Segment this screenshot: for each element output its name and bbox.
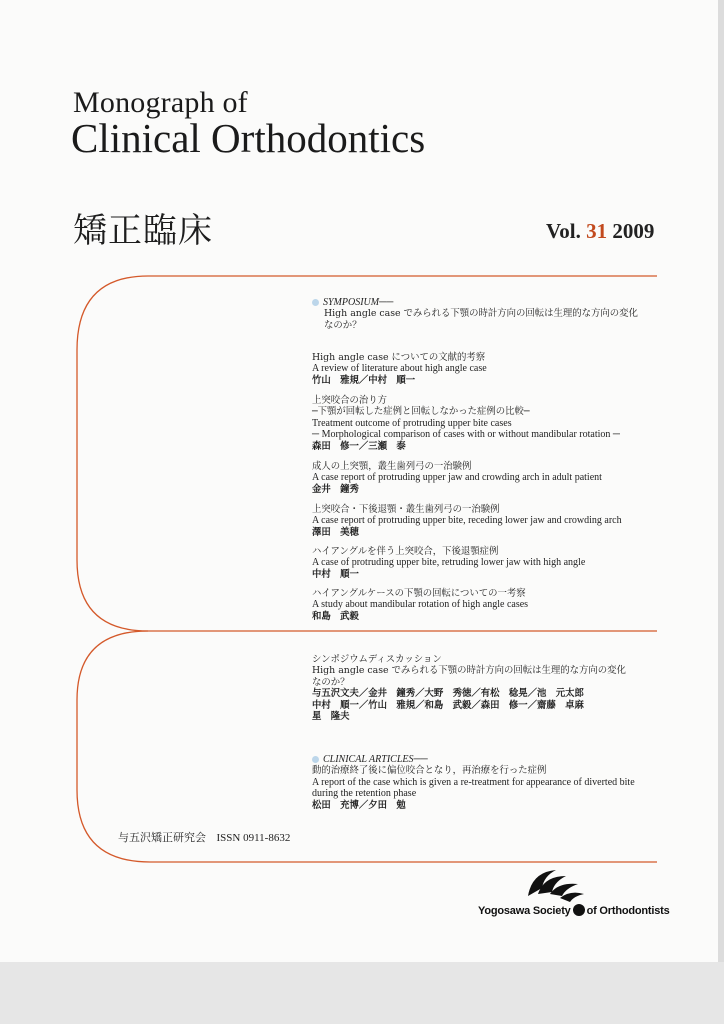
discussion-authors2: 中村 順一／竹山 雅規／和島 武毅／森田 修一／齋藤 卓麻 (312, 699, 584, 711)
article-2-jp-sub: ─下顎が回転した症例と回転しなかった症例の比較─ (312, 406, 530, 418)
publisher-name: 与五沢矯正研究会 (118, 831, 206, 844)
society-name-right: of Orthodontists (586, 905, 670, 917)
article-3-authors: 金井 鐘秀 (312, 483, 359, 495)
society-name-left: Yogosawa Society (478, 905, 571, 917)
discussion-authors1: 与五沢文夫／金井 鐘秀／大野 秀徳／有松 稔晃／池 元太郎 (312, 688, 584, 700)
symposium-theme-2: なのか？ (324, 319, 362, 331)
article-6-authors: 和島 武毅 (312, 610, 359, 622)
article-5-authors: 中村 順一 (312, 568, 359, 580)
clinical-heading: CLINICAL ARTICLES── (323, 754, 428, 765)
article-5 (312, 546, 585, 580)
discussion-block (312, 654, 626, 722)
article-6-en: A study about mandibular rotation of high angle cases (312, 599, 529, 611)
article-1-en: A review of literature about high angle case (312, 363, 487, 375)
article-4-jp: 上突咬合・下後退顎・叢生歯列弓の一治験例 (312, 504, 500, 515)
bullet-dot-icon (312, 756, 319, 763)
discussion-authors3: 星 隆夫 (312, 711, 350, 723)
article-4-authors: 澤田 美穂 (312, 526, 359, 538)
symposium-heading-block (312, 297, 638, 331)
discussion-line1: High angle case でみられる下顎の時計方向の回転は生理的な方向の変化 (312, 665, 626, 677)
article-5-en: A case of protruding upper bite, retruding lower jaw with high angle (312, 557, 586, 569)
article-4-en: A case report of protruding upper bite, receding lower jaw and crowding arch (312, 515, 622, 527)
article-2-en-sub: ─ Morphological comparison of cases with or without mandibular rotation ─ (312, 429, 620, 441)
clinical-jp: 動的治療終了後に偏位咬合となり，再治療を行った症例 (312, 765, 547, 777)
society-name (478, 904, 670, 917)
article-3 (312, 461, 602, 495)
publisher-line (118, 829, 290, 845)
article-6-jp: ハイアングルケースの下顎の回転についての一考察 (312, 588, 526, 599)
clinical-en2: during the retention phase (312, 788, 417, 800)
article-3-en: A case report of protruding upper jaw and crowding arch in adult patient (312, 472, 602, 484)
article-2-authors: 森田 修一／三瀬 泰 (312, 440, 406, 452)
clinical-authors: 松田 充博／夕田 勉 (312, 799, 406, 811)
vol-number: 31 (586, 219, 608, 243)
discussion-line2: なのか？ (312, 676, 350, 688)
logo-ball-icon (573, 904, 585, 916)
article-1-authors: 竹山 雅規／中村 順一 (312, 374, 416, 386)
article-5-jp: ハイアングルを伴う上突咬合，下後退顎症例 (312, 546, 499, 557)
year: 2009 (612, 219, 655, 243)
japanese-title: 矯正臨床 (73, 211, 213, 251)
article-3-jp: 成人の上突顎，叢生歯列弓の一治験例 (312, 461, 472, 472)
title-line1: Monograph of (73, 86, 248, 119)
article-6 (312, 588, 528, 622)
issn-number: ISSN 0911-8632 (216, 832, 291, 844)
article-1-jp: High angle case についての文献的考察 (312, 352, 486, 363)
clinical-articles-block (312, 754, 635, 811)
title-line2: Clinical Orthodontics (71, 115, 426, 161)
symposium-theme-1: High angle case でみられる下顎の時計方向の回転は生理的な方向の変化 (324, 308, 638, 320)
article-4 (312, 504, 622, 538)
article-2 (312, 395, 620, 452)
bullet-dot-icon (312, 299, 319, 306)
discussion-heading: シンポジウムディスカッション (312, 654, 442, 665)
clinical-en1: A report of the case which is given a re-treatment for appearance of diverted bite (312, 776, 635, 788)
vol-label: Vol. (546, 219, 581, 243)
article-2-jp: 上突咬合の治り方 (312, 395, 388, 406)
article-1 (312, 352, 487, 386)
symposium-heading: SYMPOSIUM── (323, 297, 394, 308)
article-2-en: Treatment outcome of protruding upper bite cases (312, 417, 512, 429)
